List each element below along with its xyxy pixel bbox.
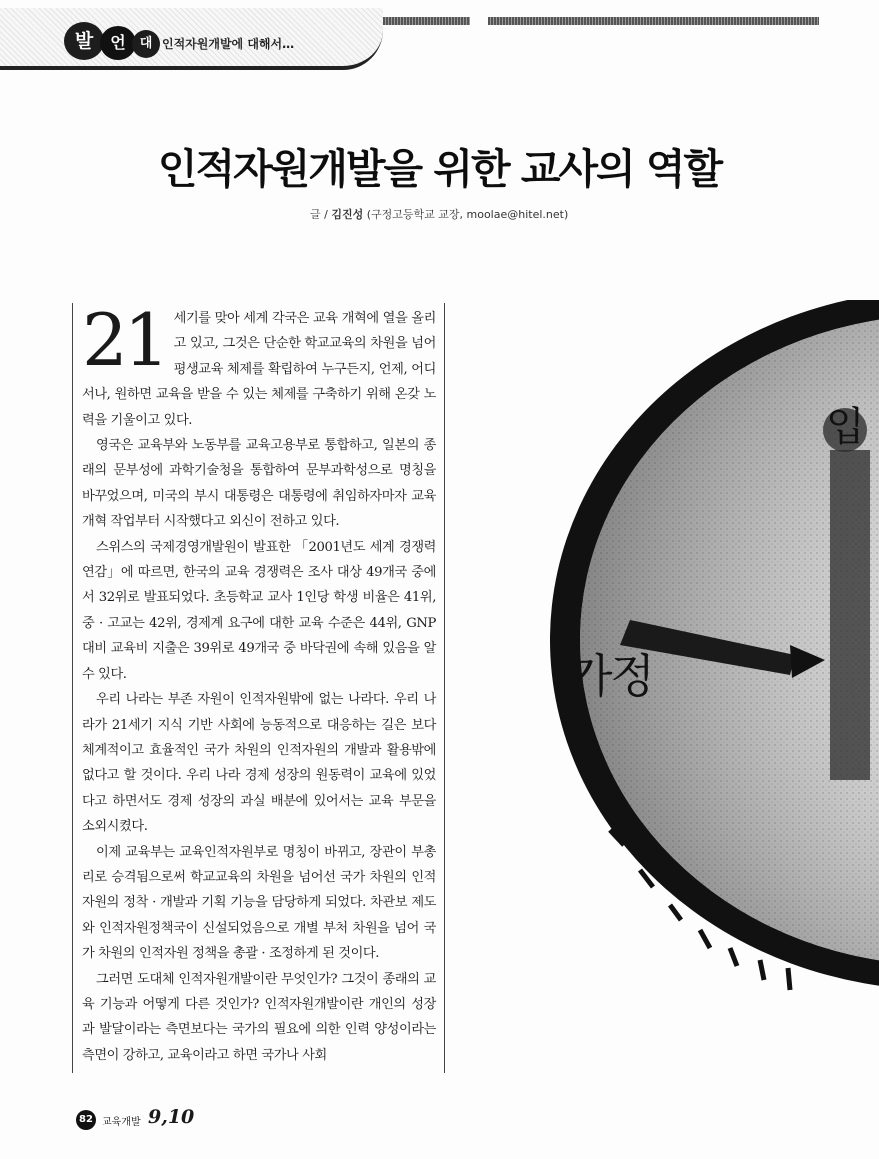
article-body [82, 298, 436, 1068]
section-badge-1: 발 [64, 22, 104, 60]
section-title: 인적자원개발에 대해서… [162, 37, 295, 51]
page-number: 82 [76, 1110, 96, 1130]
column-rule-left [72, 303, 73, 1073]
paragraph-1: 21 세기를 맞아 세계 각국은 교육 개혁에 열을 올리고 있고, 그것은 단순한 학교교육의 차원을 넘어 평생교육 체제를 확립하여 누구든지, 언제, 어디서나, 원하면 교육을 받을 수 있는 체제를 구축하기 위해 온갖 노력을 기울이고 있다. [82, 298, 436, 428]
header-rule [383, 17, 819, 25]
author-info: (구정고등학교 교장, moolae@hitel.net) [363, 208, 569, 221]
paragraph-2: 영국은 교육부와 노동부를 교육고용부로 통합하고, 일본의 종래의 문부성에 과학기술청을 통합하여 문부과학성으로 명칭을 바꾸었으며, 미국의 부시 대통령은 대통령에 취임하자마자 교육 개혁 작업부터 시작했다고 외신이 전하고 있다. [82, 438, 436, 530]
article-title: 인적자원개발을 위한 교사의 역할 [157, 145, 722, 193]
byline [310, 206, 568, 222]
magazine-name: 교육개발 [102, 1117, 141, 1128]
section-badge-2: 언 [100, 26, 136, 60]
paragraph-4: 우리 나라는 부존 자원이 인적자원밖에 없는 나라다. 우리 나라가 21세기 지식 기반 사회에 능동적으로 대응하는 길은 보다 체계적이고 효율적인 국가 차원의 인적자원의 개발과 활용밖에 없다고 할 것이다. 우리 나라 경제 성장의 원동력이 교육에 있었다고 하면서도 경제 성장의 과실 배분에 있어서는 교육 부문을 소외시켰다. [82, 692, 436, 835]
issue-number: 9,10 [148, 1106, 195, 1128]
byline-prefix: 글 / [310, 208, 332, 221]
header-rule-gap [470, 17, 488, 25]
clock-word-middle: 가정 [568, 649, 653, 703]
drop-cap: 21 [82, 298, 166, 382]
column-rule-right [444, 303, 445, 1073]
section-badge-3: 대 [132, 30, 160, 58]
clock-word-top: 입 [826, 404, 865, 450]
paragraph-3: 스위스의 국제경영개발원이 발표한 「2001년도 세계 경쟁력 연감」에 따르면, 한국의 교육 경쟁력은 조사 대상 49개국 중에서 32위로 발표되었다. 초등학교 교사 1인당 학생 비율은 41위, 중 · 고교는 42위, 경제계 요구에 대한 교육 수준은 44위, GNP 대비 교육비 지출은 39위로 49개국 중 바닥권에 속해 있음을 알 수 있다. [82, 539, 436, 682]
paragraph-5: 이제 교육부는 교육인적자원부로 명칭이 바뀌고, 장관이 부총리로 승격됨으로써 학교교육의 차원을 넘어선 국가 차원의 인적자원의 정착 · 개발과 기획 기능을 담당하게 되었다. 차관보 제도와 인적자원정책국이 신설되었음으로 개별 부처 차원을 넘어 국가 차원의 인적자원 정책을 총괄 · 조정하게 된 것이다. [82, 844, 436, 962]
author-name: 김진성 [331, 208, 364, 221]
paragraph-6: 그러면 도대체 인적자원개발이란 무엇인가? 그것이 종래의 교육 기능과 어떻게 다른 것인가? 인적자원개발이란 개인의 성장과 발달이라는 측면보다는 국가의 필요에 의한 인력 양성이라는 측면이 강하고, 교육이라고 하면 국가나 사회 [82, 971, 436, 1063]
section-header [0, 0, 879, 90]
figure-silhouette [830, 450, 870, 780]
